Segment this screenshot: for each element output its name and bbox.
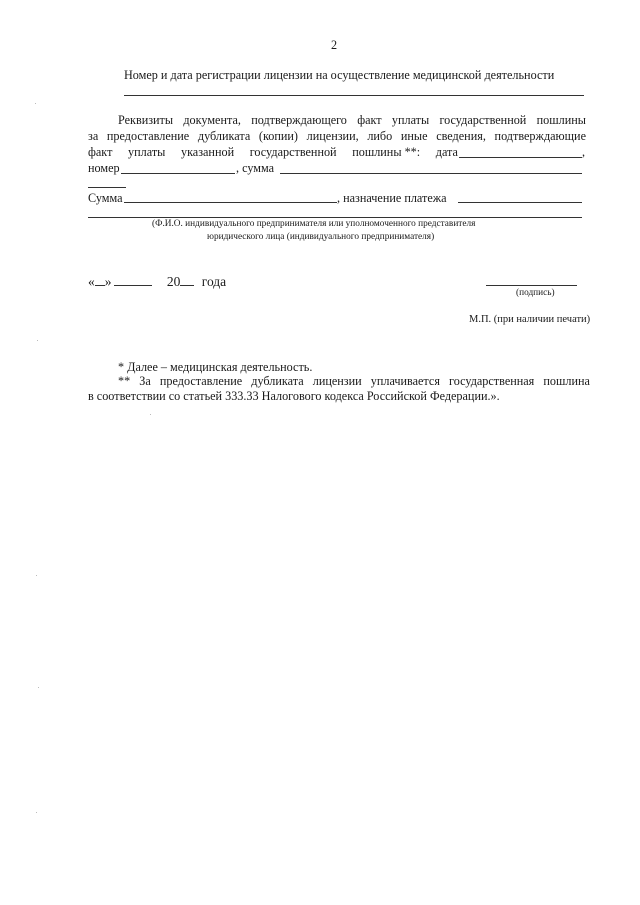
scan-speck [150,414,151,415]
scan-speck [37,340,38,341]
purpose-blank [458,202,582,203]
seal-note: М.П. (при наличии печати) [469,314,591,325]
signature-caption: (подпись) [516,288,555,298]
scan-speck [36,812,37,813]
license-registration-line [124,95,584,96]
page-number: 2 [331,38,338,52]
payment-paragraph-line-3: факт уплаты указанной государственной пошлины **: дата [88,145,458,159]
fio-caption-line-2: юридического лица (индивидуального предпринимателя) [207,232,435,242]
scan-speck [35,103,36,104]
footnote-1: * Далее – медицинская деятельность. [118,360,313,374]
year-suffix: года [201,274,227,289]
sum-inline-blank [280,173,582,174]
number-label: номер [88,161,120,175]
number-blank [121,173,235,174]
date-comma: , [582,145,586,159]
year-blank [180,274,194,286]
footnote-2-line-2: в соответствии со статьей 333.33 Налогового кодекса Российской Федерации.». [88,389,500,403]
continuation-blank [88,187,126,188]
purpose-label: , назначение платежа [337,191,447,205]
fio-line [88,217,582,218]
date-row [88,274,226,290]
payment-paragraph-line-2: за предоставление дубликата (копии) лицензии, либо иные сведения, подтверждающие [88,129,586,143]
license-registration-label: Номер и дата регистрации лицензии на осуществление медицинской деятельности [124,68,555,82]
signature-line [486,285,577,286]
fio-caption-line-1: (Ф.И.О. индивидуального предпринимателя или уполномоченного представителя [152,219,476,229]
year-prefix: 20 [166,274,181,289]
month-blank [114,274,152,286]
day-blank [95,274,105,286]
sum-blank [124,202,337,203]
footnote-2-line-1: ** За предоставление дубликата лицензии уплачивается государственная пошлина [118,374,590,388]
date-blank [459,157,582,158]
scan-speck [38,687,39,688]
payment-paragraph-line-1: Реквизиты документа, подтверждающего факт уплаты государственной пошлины [118,113,586,127]
scan-speck [36,575,37,576]
sum-label: Сумма [88,191,123,205]
open-quote: « [88,274,95,289]
sum-inline-label: , сумма [236,161,275,175]
close-quote: » [104,274,112,289]
